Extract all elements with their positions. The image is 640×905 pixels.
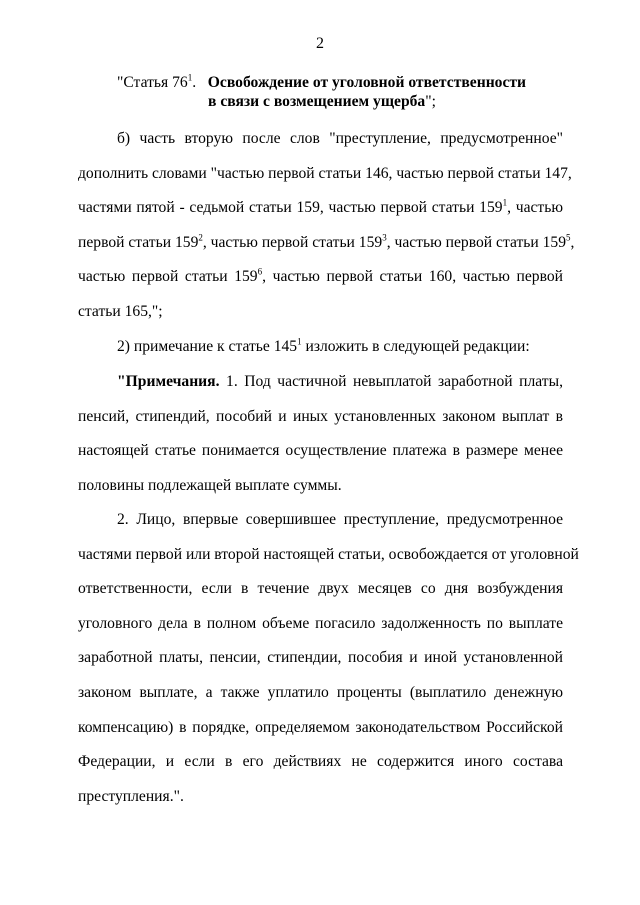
note-1-line: пенсий, стипендий, пособий и иных установленных законом выплат в <box>78 407 563 425</box>
paragraph-2-line <box>78 330 563 365</box>
text-run: 1. Под частичной невыплатой заработной платы, <box>219 373 563 390</box>
note-1 <box>78 365 563 503</box>
superscript: 1 <box>502 197 508 208</box>
paragraph-b-line <box>78 260 563 295</box>
text-run: , частью первой статьи 160, частью первой <box>262 268 563 286</box>
superscript: 1 <box>297 336 302 347</box>
paragraph-b-line <box>78 226 575 261</box>
text-run: первой статьи 159 <box>78 233 199 251</box>
note-2 <box>78 503 579 814</box>
article-heading-line1 <box>117 73 577 92</box>
article-suffix: "; <box>425 93 436 110</box>
article-heading <box>117 73 577 111</box>
article-heading-line2 <box>117 92 577 111</box>
note-2-line: законом выплате, а также уплатило проценты (выплатило денежную <box>78 683 563 701</box>
article-title-line2: в связи с возмещением ущерба <box>208 93 426 110</box>
text-run: , частью <box>507 199 563 217</box>
note-2-line: компенсацию) в порядке, определяемом законодательством Российской <box>78 718 563 736</box>
page-number: 2 <box>316 35 324 52</box>
note-1-line: настоящей статье понимается осуществление платежа в размере менее <box>78 442 563 460</box>
superscript: 3 <box>382 232 387 243</box>
paragraph-b-line: дополнить словами "частью первой статьи 146, частью первой статьи 147, <box>78 164 572 182</box>
note-1-line <box>78 365 563 400</box>
superscript: 6 <box>257 267 263 278</box>
article-prefix: "Статья 76 <box>117 74 188 91</box>
note-2-line: преступления.". <box>78 787 184 805</box>
text-run: , <box>570 233 575 251</box>
text-run: , частью первой статьи 159 <box>386 233 567 251</box>
text-run: изложить в следующей редакции: <box>301 338 530 355</box>
text-run: частями пятой - седьмой статьи 159, частью первой статьи 159 <box>78 199 503 217</box>
paragraph-b-line <box>78 191 563 226</box>
superscript: 5 <box>566 232 571 243</box>
article-title-line1: Освобождение от уголовной ответственности <box>207 74 527 91</box>
article-prefix-dot: . <box>192 74 197 91</box>
note-1-line: половины подлежащей выплате суммы. <box>78 476 342 494</box>
note-2-line: 2. Лицо, впервые совершившее преступление, предусмотренное <box>117 511 563 528</box>
paragraph-2 <box>78 330 563 365</box>
note-2-line: ответственности, если в течение двух месяцев со дня возбуждения <box>78 580 563 598</box>
text-run: 2) примечание к статье 145 <box>117 338 298 355</box>
paragraph-b-line: б) часть вторую после слов "преступление, предусмотренное" <box>117 130 563 147</box>
article-prefix-sup: 1 <box>187 72 193 83</box>
note-2-line: частями первой или второй настоящей статьи, освобождается от уголовной <box>78 545 579 563</box>
notes-label: "Примечания. <box>117 373 220 390</box>
paragraph-b-line: статьи 165,"; <box>78 302 163 320</box>
text-run: , частью первой статьи 159 <box>202 233 383 251</box>
note-2-line: уголовного дела в полном объеме погасило задолженность по выплате <box>78 614 563 632</box>
superscript: 2 <box>198 232 203 243</box>
note-2-line: Федерации, и если в его действиях не содержится иного состава <box>78 753 563 771</box>
text-run: частью первой статьи 159 <box>78 268 258 286</box>
paragraph-b <box>78 122 575 330</box>
note-2-line: заработной платы, пенсии, стипендии, пособия и иной установленной <box>78 649 563 667</box>
